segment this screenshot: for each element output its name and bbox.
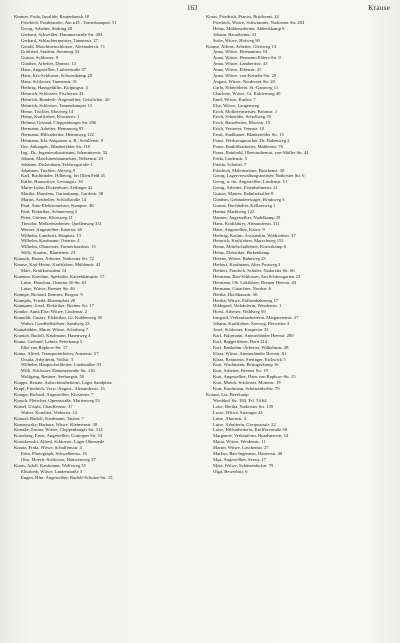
directory-entry: Anna, Witwe, Lambertistr. 43 (213, 61, 268, 67)
directory-entry: Krasskowski, Alfred, Schlosser, Lager Ohmstede (14, 439, 105, 445)
directory-entry: Hertha, Witwe, Pulfsenbahnweg 17 (213, 297, 279, 303)
directory-entry: Karl, Buchbinder, Hilbeorg, Im Ollen Feld 41 (21, 173, 106, 179)
directory-entry: Anna, Witwe, Hermann Ehlers-Str. 9 (213, 55, 281, 61)
directory-entry: Hermann, Arbeiter, Hemmweg 95 (21, 126, 84, 132)
directory-entry: Marc, Kraftkonsulent 14 (21, 267, 67, 273)
directory-entry: Sofie, Witwe, Hofweg 90 (213, 37, 260, 43)
directory-entry: Frida, Lindenstr. 5 (213, 155, 247, 161)
directory-entry: Hans, Kfz-Schlosser, Schwertkamp 28 (21, 73, 92, 79)
directory-entry: Herbert, Kaufmann, Alter Postweg 2 (213, 262, 281, 268)
directory-entry: Wilhelm, Obmeister, Farmerhaushstr. 15 (21, 244, 96, 250)
directory-entry: Heinz, Kraftfahrer, Klosterstr. 1 (21, 114, 80, 120)
directory-entry: Krause, Alfons, Arbeiter, Gleisweg 13 (206, 43, 277, 49)
directory-entry: Kranoldt, Gustav, Elektriker, Gr. Kuhlenweg 30 (14, 315, 102, 321)
directory-entry: Helmut, Gesund, Cloppenburger Str. 296 (21, 120, 97, 126)
page-number: 163 (187, 4, 198, 12)
directory-entry: Käthe, Hauswitwe, Lessingstr. 30 (21, 179, 83, 185)
directory-entry: Krassel, Rudolf, Kaufmann, Tauber. 7 (14, 415, 84, 421)
directory-entry: Hans, Angestellter, Kaistr. 9 (213, 226, 265, 232)
directory-entry: Krause, Lia, Beerkamp (206, 392, 249, 397)
directory-entry: Paul, Auto-Elektromeister, Kampstr. 48 (21, 203, 94, 208)
directory-entry: Georg, Lagerverwaltungsmeister, Nadorster Str. 6 (213, 173, 305, 179)
directory-entry: Krampner, Josef, Elektriker, Bremer Str. 17 (14, 303, 94, 309)
directory-entry: Kraus, Friedrich, Pianist, Brückenst. 24 (206, 14, 279, 19)
directory-entry: Hedwig, Kaufm. Assistentin, Wildrodestr. 37 (213, 232, 296, 238)
directory-entry: Franz, Bauhilfsarbeiter, Mühlenstr. 76 (213, 143, 283, 149)
right-column (206, 14, 387, 475)
directory-entry: Krassberg, Ernst, Angestellter, Gottorper Str. 53 (14, 433, 103, 439)
directory-entry: August, Witwe, Nordersee Str. 20 (213, 78, 275, 84)
directory-entry: Hertha, Hochhausstr. 36 (213, 291, 258, 297)
directory-entry: Heinrich, Schlosser, Tannenkamper 13 (21, 102, 92, 108)
directory-entry: Eugen, Hfm. Angestellter, Rudolf-Schulze-Str. 15 (21, 474, 113, 480)
directory-entry: Friedrich, Witwe, Schwimmer, Nadorster Str. 204 (213, 19, 305, 25)
directory-entry: Frita, Photograph, Schwalbenstr. 16 (21, 451, 87, 457)
directory-entry: Walter, Konditor, Weberstr. 14 (21, 409, 77, 415)
directory-entry: Hermann, Kfz-Ausputzer u. R., Schillerstr. 9 (21, 138, 104, 144)
directory-entry: Krapf, Friedrich, Verw.-Angest., Alexanderstr. 13 (14, 386, 105, 392)
directory-entry: Meta, Witwe, Schützenhofstr. 79 (213, 462, 274, 468)
directory-entry: Charlotte, Witwe, Gr. Kuhlenweg 40 (213, 90, 281, 96)
directory-entry: Hans, Angestellter, Lutherstraße 37 (21, 67, 87, 73)
directory-entry: Erich, Molkereimeister, Brömstr. 1 (213, 108, 278, 114)
directory-entry: Friedrich, Malermeister, Brückenst. 30 (213, 167, 285, 173)
directory-entry: Herbert, Fondsch. Schüler, Nadorster Str. 66 (213, 267, 295, 273)
directory-entry: Anna, Witwe, von-Ketteler-Str. 29 (213, 73, 277, 79)
directory-entry: Luise, Arbeiterin, Gorrpustsstr. 22 (213, 421, 276, 427)
directory-entry: Elke von Rapkow-Str. 17 (21, 344, 68, 350)
directory-entry: Erich, Schneider, Schollweg 39 (213, 114, 271, 120)
directory-entry: Werner, Angestellter, Ittnerstr. 40 (21, 226, 83, 232)
directory-entry: Heinrich, Kraftfahrer, Marschweg 152 (213, 238, 284, 244)
directory-entry: Heinz, Elektriker, Birkenkamp (213, 250, 270, 256)
directory-entry: Krasske, Emma, Witwe, Cloppenburger Str. 314 (14, 427, 103, 433)
directory-entry: Max, Angestellter, Seestr. 17 (213, 456, 266, 462)
directory-entry: Klara, Rentnerin, Sieringer, Eickwick 5 (213, 356, 286, 362)
directory-entry: Markus, Bau-Ingenieur, Hauersstr. 48 (213, 451, 283, 457)
directory-entry: Kranz, Alfred, Transportarbeiter, Austerstr. 57 (14, 350, 99, 356)
directory-entry: Kurt, Masch.-Schlosser, Mottestr. 19 (213, 380, 281, 386)
directory-entry: Krampe, Richard, Rentner, Borgstr. 9 (14, 291, 83, 297)
directory-entry: Luise, Witwe, Bremer Str. 46 (21, 285, 75, 291)
directory-entry: Hildegard, Verkäuferin, Wendenstr. 1 (213, 303, 282, 309)
directory-entry: Olga, Bewerbstr. 6 (213, 468, 248, 474)
directory-entry: Helene, Witwe, Bahnweg 25 (213, 256, 266, 262)
directory-entry: Gustav, Buchhalter, Köllnerweg 1 (213, 203, 276, 208)
directory-entry: Hermann, Hilfsarbeiter, Hemmweg 122 (21, 132, 94, 138)
directory-entry: Heinz, Mühlenarbeiter, Abbeckkamp 6 (213, 25, 285, 31)
directory-entry: Günther, Arbeiter, Domstr. 13 (21, 61, 76, 67)
directory-entry: Hedwig, Hausgehilfin, Kolpingstr. 4 (21, 84, 88, 90)
directory-entry: Wilhelm, Landwirt, Hauptstr. 13 (21, 232, 81, 238)
directory-entry: Ursula, Arbeiterin, Vollstr. 3 (21, 356, 73, 362)
directory-entry: Heinrich, Schlosser, Fischerstr. 41 (21, 90, 84, 96)
directory-entry: Willi, Schlosser, Dammerstraße Str. 116 (21, 368, 95, 374)
directory-entry: Johannes, Tischler, Ahrweg 9 (21, 167, 76, 173)
directory-entry: Emil, Witwe, Karlstr. 7 (213, 96, 256, 102)
directory-entry: Kranzbühler, Marie, Witwe, Schulweg 7 (14, 327, 89, 333)
directory-entry: Ernst, Stadtbauer, Blankefelder Str. 13 (213, 132, 284, 138)
directory-entry: Heinrich, Bundesb.-Angestellter, Geistlicher, 20 (21, 96, 110, 102)
directory-entry: Heinz, Mittelschullehrer, Kruwskamp 6 (213, 244, 286, 250)
directory-entry: Martha, Hausfrau, Gartenkamp, Gardestr. 38 (21, 191, 104, 197)
directory-entry: Hans, Schlosser, Tannenstr. 31 (21, 78, 78, 84)
directory-entry: Kraatz, Frida, Witwe, Schaffensstr. 4 (14, 445, 82, 451)
directory-entry: Kurt, Angestellter, Hans von Rapkow-Str. 15 (213, 374, 296, 380)
directory-entry: Otto, Moech.-Schlosser, Hanssenweg 37 (21, 456, 96, 462)
directory-entry: Frieda, Schulstr. 7 (213, 161, 247, 167)
directory-entry: Klara, Witwe, Ammerländer Heerstr. 61 (213, 350, 287, 356)
directory-entry: Johann, Bauarbeiter, 21 (213, 31, 257, 37)
directory-entry: Willy, Kaufm., Blumenstr. 23 (21, 250, 76, 256)
directory-entry: Johann, Maschinenbaumeister, Nelkenstr. 23 (21, 155, 104, 161)
directory-entry: Lucie, Witwe, Sieringer 23 (213, 409, 263, 415)
directory-entry: Krasch, Fleischer, Opernstraße, Marienweg 53 (14, 397, 100, 403)
directory-entry: Johanne, Dickenhorn, Feldwegstraße 1 (21, 161, 93, 167)
directory-entry: Martin, Arzthelfer, Schloßstraße 14 (21, 197, 87, 203)
directory-entry: Kranich, Rudolf, Kaufmann, Hasenweg 4 (14, 332, 91, 338)
directory-entry: Krausch, Bruno, Arbeiter, Nadorster Str. 72 (14, 256, 94, 262)
directory-entry: Franz, Reinhold, Oberstudienrat, von-Müller Str. 44 (213, 149, 309, 155)
directory-entry: Kraemer, Karoline, Spezialin, Katzenkampstr. 17 (14, 273, 105, 279)
directory-entry: Martin, Witwe, Laschenstr. 27 (213, 445, 269, 451)
directory-entry: Theodor, Molkereiarbeiter, Quellenweg 331 (21, 220, 102, 226)
directory-entry: Josef, Schlosser, Kaspertor 33 (213, 327, 269, 333)
directory-entry: Kurt, Arbeiter, Bremer Str. 19 (213, 368, 268, 374)
directory-entry: Franz, Werkzeugmacher, Dr. Bakenweg 2 (213, 138, 290, 144)
directory-entry: Wieddorf Str. 180, Tel. 54 64 (213, 397, 267, 403)
directory-entry: Hanna, Marktweg 122 (213, 208, 255, 214)
directory-entry: Gerald, Maschinenschlosser, Alexanderstr. 71 (21, 43, 106, 49)
directory-entry: Gottfried, Student, Steinweg 33 (21, 49, 80, 55)
directory-entry: Hannes, Angestellter, Nadelkamp 29 (213, 214, 281, 220)
directory-entry: Else, Witwe, Langenweg (213, 102, 259, 108)
directory-entry: Kurt, Wachmann, Beringerkamp 16 (213, 362, 279, 368)
directory-entry: Gustav, Maurer, Bahnhofsallee 8 (213, 191, 274, 197)
page-header (0, 3, 400, 13)
directory-entry: Paul, Elektriker, Schmerweg 3 (21, 208, 78, 214)
directory-entry: Hermann, Gutachter, Nordstr. 6 (213, 285, 271, 291)
directory-entry: Krause, Karl-Heinz, Kraftfahrer, Mühlenstr. 41 (14, 262, 101, 268)
left-column (14, 14, 195, 481)
directory-entry: Anna, Witwe, Hermannstr. 61 (213, 49, 268, 55)
directory-entry: Kranke, Anna Else, Witwe, Lindenstr. 2 (14, 309, 88, 315)
directory-entry: Carla, Schneiderin, St.-Gamweg 11 (213, 84, 279, 90)
directory-entry: Peter, Gärtner, Kluosweg 11 (21, 214, 73, 220)
directory-entry: Friedrich, Postbeamter, Am.n.D., Turnerkampstr. 51 (21, 19, 117, 25)
directory-entry: Kraus, Adolf, Kaufmann, Wolfsweg 35 (14, 462, 86, 468)
directory-entry: Margarete, Verkäuferin, Hundsmerstr. 14 (213, 433, 289, 439)
directory-entry: Georg, u. fm. Angestellter, Lindenstr. 51 (213, 179, 288, 185)
directory-entry: Heinz, Tischler, Eberweg 14 (21, 108, 74, 114)
directory-entry: Gustav, Schlosser, 9 (21, 55, 59, 61)
directory-entry: Wilhelm, Hauptschriftleiter, Lindenallee 33 (21, 362, 102, 368)
directory-entry: Kramer, Frida, Invalide, Rautenbusch 18 (14, 14, 89, 19)
directory-entry: Gerhard, Schlachtermeister, Tannenstr. 27 (21, 37, 98, 43)
directory-entry: Elisabeth, Witwe, Lindenstraße 3 (21, 468, 83, 474)
directory-entry: Kramplis, Frieda, Eharenplatz 28 (14, 297, 76, 303)
directory-entry: Günther, Gebäudereiniger, Brinkweg 3 (213, 197, 285, 203)
directory-entry: Luise, Hilfsarbeiterin, Kniffkerstraße 38 (213, 427, 288, 433)
directory-entry: Karl, Bankobm.-Arbeiter, Wilhelmstr. 28 (213, 344, 289, 350)
directory-entry: Ilse, Ankergeb., Blankefelder Str. 110 (21, 143, 91, 149)
directory-entry: Johann, Kraftfahrer, Saxweg, Berwicke 4 (213, 321, 289, 327)
directory-entry: Gerhard, Schweißer, Dammerstraße Str. 404 (21, 31, 103, 37)
directory-entry: Erich, Vertreter, Vennstr. 18 (213, 126, 264, 132)
directory-entry: Lotte, Bertha, Nadorster Str. 139 (213, 403, 274, 409)
directory-entry: Krasel, Ursula, Chauffeurstr. 37 (14, 403, 73, 409)
directory-entry: Ing., Dr., Ingenieurkaufmann, Johanniterstr. 32 (21, 149, 108, 155)
directory-entry: Kurt, Kaufmann, Schützenhofstr. 79 (213, 386, 280, 392)
directory-entry: Marie-Luise, Dickenhorn, Zeilinger 42 (21, 185, 93, 191)
directory-entry: Hermann, Ob. Lokführer, Bremer Heerstr. 44 (213, 279, 297, 285)
directory-entry: Wilhelm, Kaufmann, Ostertor 4 (21, 238, 80, 244)
directory-entry: Wolfgang, Rentner, Seeburgstr. 50 (21, 374, 85, 380)
directory-entry: Georg, Arbeiter, Eisenbahnerstr. 21 (213, 185, 278, 191)
directory-entry: Kraupe, Richard, Angestellter, Klosterstr. 7 (14, 392, 94, 397)
directory-entry: Irmgard, Verkaufsarbeiterin, Margaretenstr. 27 (213, 315, 299, 321)
running-head: Krause (368, 4, 390, 12)
directory-entry: Georg, Arbeiter, Südring 20 (21, 25, 73, 31)
directory-entry: Hermann, Bau-Schlosser, Am Schlossgarten 23 (213, 273, 301, 279)
directory-entry: Maria, Witwe, Weidenstr. 11 (213, 439, 266, 445)
directory-entry: Erich, Bauarbeiter, Moorstr. 15 (213, 120, 271, 126)
directory-entry: Krasnowsky, Barbara, Witwe, Kleimenstr. 38 (14, 421, 98, 427)
directory-entry: Horst, Arbeiter, Waldweg 59 (213, 309, 266, 315)
directory-entry: Walter, Goedhelfslehrer, Sandweg 23 (21, 321, 90, 327)
directory-entry: Karl, Baggerführer, Bern 214 (213, 338, 268, 344)
directory-entry: Krapps, Renate, Aufsichtsarbeiterin, Lager Sandplatz (14, 380, 112, 386)
directory-entry: Kranz, Gerhard, Lehrer, Peterkamp 5 (14, 338, 83, 344)
directory-entry: Luise, Hausfrau, Ostertor 50 Str. 61 (21, 279, 87, 285)
directory-entry: Luise, Ahornstr. 4 (213, 415, 246, 421)
directory-entry: Anna, Witwe, Eibenstr. 25 (213, 67, 262, 73)
directory-entry: Hans, Kraftfahrer, Alexanderstr. 311 (213, 220, 280, 226)
directory-entry: Karl, Fuhrmann, Ammerländer Heerstr. 280 (213, 332, 294, 338)
